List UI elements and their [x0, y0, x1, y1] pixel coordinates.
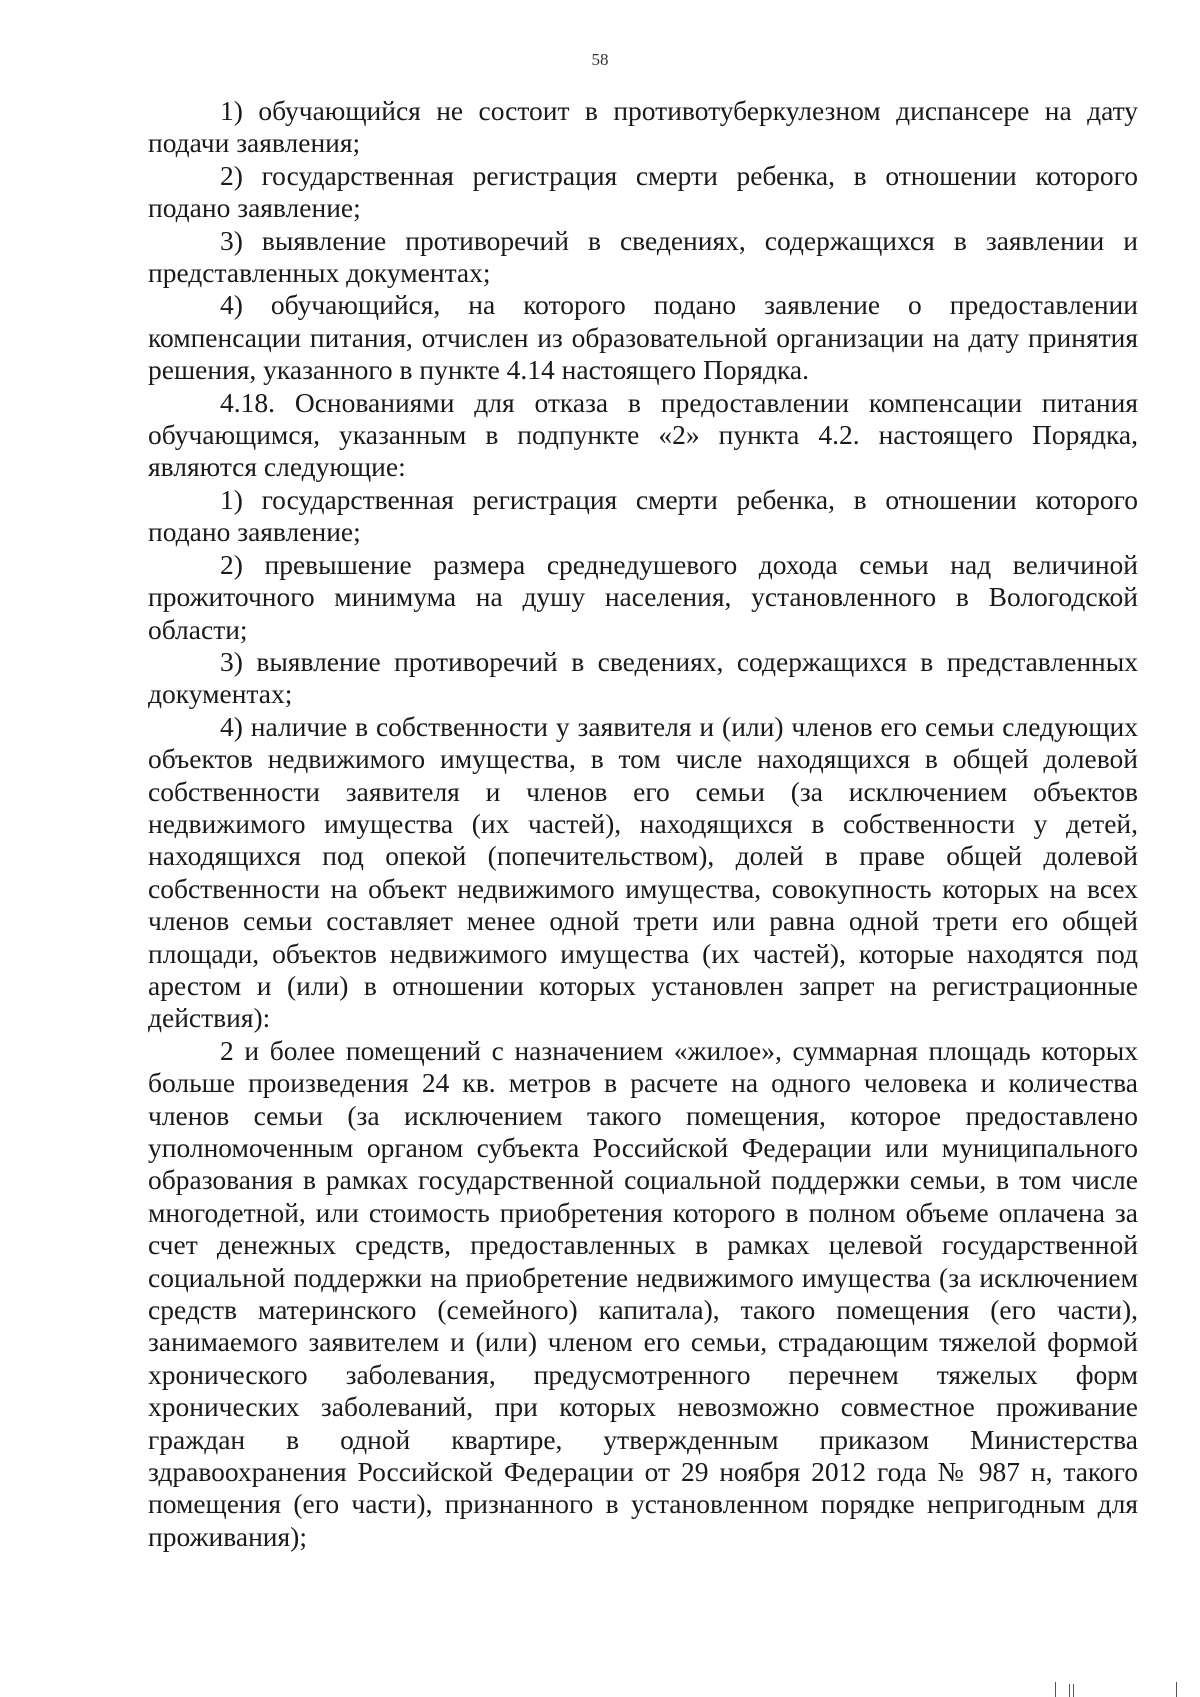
- page-number: 58: [591, 50, 609, 69]
- paragraph-item-3: 3) выявление противоречий в сведениях, содержащихся в заявлении и представленных документах;: [148, 224, 1138, 289]
- paragraph-item-4: 4) обучающийся, на которого подано заявление о предоставлении компенсации питания, отчислен из образовательной организации на дату принятия решения, указанного в пункте 4.14 настоящего Порядка.: [148, 289, 1138, 386]
- scan-edge-mark: [1055, 1682, 1056, 1697]
- paragraph-item-1: 1) обучающийся не состоит в противотуберкулезном диспансере на дату подачи заявления;: [148, 95, 1138, 159]
- scan-edge-mark: [1073, 1684, 1074, 1697]
- paragraph-item-2: 2) государственная регистрация смерти ребенка, в отношении которого подано заявление;: [148, 159, 1138, 224]
- scan-edge-mark: [1176, 1682, 1177, 1697]
- paragraph-subitem-4: 4) наличие в собственности у заявителя и (или) членов его семьи следующих объектов недвижимого имущества, в том числе находящихся в общей долевой собственности заявителя и членов его семьи (за исключением объектов недвижимого имущества (их частей), находящихся в собственности у детей, находящихся под опекой (попечительством), долей в праве общей долевой собственности на объект недвижимого имущества, совокупность которых на всех членов семьи составляет менее одной трети или равна одной трети его общей площади, объектов недвижимого имущества (их частей), которые находятся под арестом и (или) в отношении которых установлен запрет на регистрационные действия):: [148, 710, 1138, 1034]
- paragraph-4-18-heading: 4.18. Основаниями для отказа в предоставлении компенсации питания обучающимся, указанным в подпункте «2» пункта 4.2. настоящего Порядка, являются следующие:: [148, 386, 1138, 483]
- document-body: [148, 95, 1138, 1553]
- scan-edge-mark: [1069, 1684, 1070, 1697]
- paragraph-subitem-3: 3) выявление противоречий в сведениях, содержащихся в представленных документах;: [148, 645, 1138, 710]
- paragraph-subitem-2: 2) превышение размера среднедушевого дохода семьи над величиной прожиточного минимума на душу населения, установленного в Вологодской области;: [148, 548, 1138, 645]
- paragraph-residential-premises: 2 и более помещений с назначением «жилое», суммарная площадь которых больше произведения 24 кв. метров в расчете на одного человека и количества членов семьи (за исключением такого помещения, которое предоставлено уполномоченным органом субъекта Российской Федерации или муниципального образования в рамках государственной социальной поддержки семьи, в том числе многодетной, или стоимость приобретения которого в полном объеме оплачена за счет денежных средств, предоставленных в рамках целевой государственной социальной поддержки на приобретение недвижимого имущества (за исключением средств материнского (семейного) капитала), такого помещения (его части), занимаемого заявителем и (или) членом его семьи, страдающим тяжелой формой хронического заболевания, предусмотренного перечнем тяжелых форм хронических заболеваний, при которых невозможно совместное проживание граждан в одной квартире, утвержденным приказом Министерства здравоохранения Российской Федерации от 29 ноября 2012 года № 987 н, такого помещения (его части), признанного в установленном порядке непригодным для проживания);: [148, 1034, 1138, 1552]
- paragraph-subitem-1: 1) государственная регистрация смерти ребенка, в отношении которого подано заявление;: [148, 483, 1138, 548]
